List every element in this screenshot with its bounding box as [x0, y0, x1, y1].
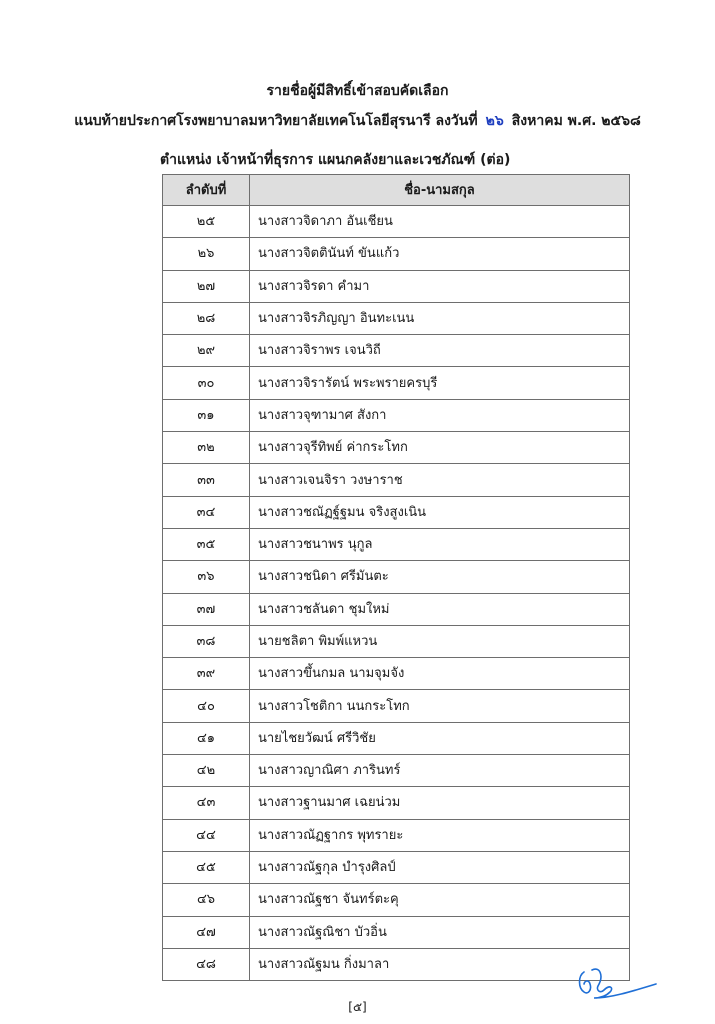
row-number: ๔๖: [163, 884, 250, 916]
table-row: [163, 819, 630, 851]
table-row: [163, 367, 630, 399]
row-number: ๔๔: [163, 819, 250, 851]
table-row: [163, 625, 630, 657]
row-number: ๓๒: [163, 432, 250, 464]
candidate-name: นางสาวชนาพร นุกูล: [250, 528, 630, 560]
table-header: [163, 175, 630, 206]
candidate-name: นายชลิตา พิมพ์แหวน: [250, 625, 630, 657]
table-row: [163, 238, 630, 270]
row-number: ๓๑: [163, 399, 250, 431]
page-number: [๕]: [348, 1000, 367, 1014]
table-row: [163, 206, 630, 238]
candidate-name: นางสาวชณัฏฐ์ฐมน จริงสูงเนิน: [250, 496, 630, 528]
row-number: ๓๙: [163, 658, 250, 690]
candidate-name: นางสาวเจนจิรา วงษาราช: [250, 464, 630, 496]
header-row: [163, 175, 630, 206]
row-number: ๔๑: [163, 722, 250, 754]
candidate-name: นางสาวญาณิศา ภารินทร์: [250, 755, 630, 787]
candidate-name: นางสาวจิดาภา อันเชียน: [250, 206, 630, 238]
table-row: [163, 884, 630, 916]
table-row: [163, 851, 630, 883]
table-row: [163, 399, 630, 431]
handwritten-signature: [570, 962, 660, 1002]
candidate-name: นางสาวขึ้นกมล นามจุมจัง: [250, 658, 630, 690]
table-row: [163, 658, 630, 690]
table-row: [163, 496, 630, 528]
row-number: ๒๘: [163, 302, 250, 334]
table-row: [163, 528, 630, 560]
table-row: [163, 335, 630, 367]
candidate-name: นางสาวฐานมาศ เฉยน่วม: [250, 787, 630, 819]
document-subtitle: [0, 110, 715, 132]
table-row: [163, 561, 630, 593]
table-row: [163, 755, 630, 787]
candidate-name: นางสาวจิตตินันท์ ขันแก้ว: [250, 238, 630, 270]
row-number: ๒๗: [163, 270, 250, 302]
row-number: ๒๙: [163, 335, 250, 367]
position-heading: ตำแหน่ง เจ้าหน้าที่ธุรการ แผนกคลังยาและเวชภัณฑ์ (ต่อ): [160, 152, 511, 168]
candidate-name: นางสาวชลันดา ชุมใหม่: [250, 593, 630, 625]
table-row: [163, 593, 630, 625]
candidate-name: นางสาวณัฏฐากร พุทรายะ: [250, 819, 630, 851]
row-number: ๔๒: [163, 755, 250, 787]
table-row: [163, 270, 630, 302]
candidate-name: นางสาวจิรภิญญา อินทะเนน: [250, 302, 630, 334]
table-row: [163, 916, 630, 948]
candidate-name: นางสาวณัฐณิชา บัวอิ่น: [250, 916, 630, 948]
candidate-name: นางสาวโชติกา นนกระโทก: [250, 690, 630, 722]
row-number: ๓๔: [163, 496, 250, 528]
row-number: ๓๐: [163, 367, 250, 399]
row-number: ๓๕: [163, 528, 250, 560]
row-number: ๒๖: [163, 238, 250, 270]
row-number: ๔๕: [163, 851, 250, 883]
row-number: ๓๓: [163, 464, 250, 496]
row-number: ๓๘: [163, 625, 250, 657]
candidate-name: นางสาวจิรดา คำมา: [250, 270, 630, 302]
candidate-name: นางสาวจิราพร เจนวิถี: [250, 335, 630, 367]
subtitle-text: แนบท้ายประกาศโรงพยาบาลมหาวิทยาลัยเทคโนโลยีสุรนารี ลงวันที่: [74, 113, 478, 129]
announcement-month-year: สิงหาคม พ.ศ. ๒๕๖๘: [511, 113, 641, 129]
row-number: ๔๓: [163, 787, 250, 819]
candidate-name: นางสาวณัฐมน กิ่งมาลา: [250, 948, 630, 980]
candidate-name: นางสาวณัฐชา จันทร์ตะคุ: [250, 884, 630, 916]
row-number: ๒๕: [163, 206, 250, 238]
table-body: [163, 206, 630, 981]
candidate-name: นางสาวจิรารัตน์ พระพรายครบุรี: [250, 367, 630, 399]
row-number: ๓๖: [163, 561, 250, 593]
table-row: [163, 690, 630, 722]
table-row: [163, 722, 630, 754]
table-row: [163, 787, 630, 819]
table-row: [163, 302, 630, 334]
candidate-name: นายไชยวัฒน์ ศรีวิชัย: [250, 722, 630, 754]
candidate-name: นางสาวจุฑามาศ สังกา: [250, 399, 630, 431]
column-header-name: ชื่อ-นามสกุล: [250, 175, 630, 206]
candidate-name: นางสาวจุรีทิพย์ ค่ากระโทก: [250, 432, 630, 464]
table-row: [163, 432, 630, 464]
document-title: รายชื่อผู้มีสิทธิ์เข้าสอบคัดเลือก: [266, 83, 449, 99]
announcement-day: ๒๖: [485, 113, 504, 129]
row-number: ๔๐: [163, 690, 250, 722]
row-number: ๔๘: [163, 948, 250, 980]
row-number: ๔๗: [163, 916, 250, 948]
column-header-number: ลำดับที่: [163, 175, 250, 206]
candidates-table: [162, 174, 630, 981]
table-row: [163, 464, 630, 496]
candidate-name: นางสาวณัฐกุล บำรุงศิลป์: [250, 851, 630, 883]
table-row: [163, 948, 630, 980]
candidate-name: นางสาวชนิดา ศรีมันตะ: [250, 561, 630, 593]
row-number: ๓๗: [163, 593, 250, 625]
